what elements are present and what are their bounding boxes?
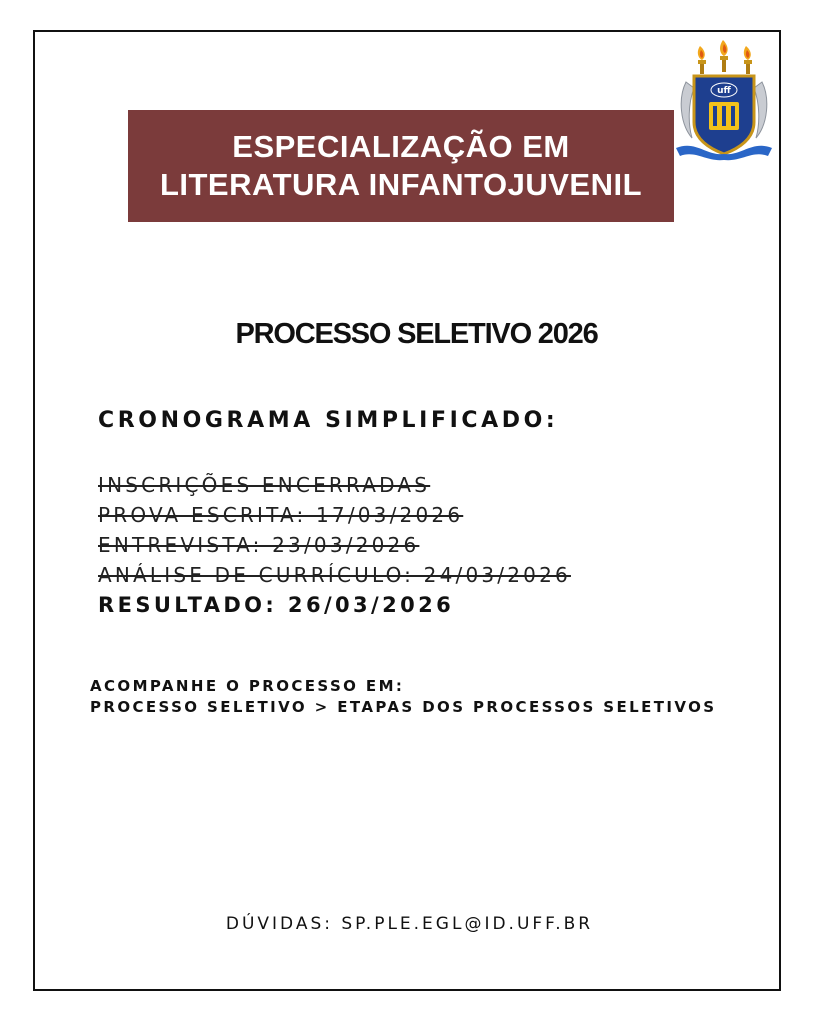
follow-instructions xyxy=(90,676,716,718)
follow-line-1: ACOMPANHE O PROCESSO EM: xyxy=(90,677,405,695)
schedule-list xyxy=(98,470,571,620)
schedule-item-cv-analysis: ANÁLISE DE CURRÍCULO: 24/03/2026 xyxy=(98,563,571,587)
course-title-line-2: LITERATURA INFANTOJUVENIL xyxy=(159,167,643,202)
torch-center xyxy=(720,40,728,72)
logo-text: uff xyxy=(717,86,731,96)
course-title-line-1: ESPECIALIZAÇÃO EM xyxy=(232,129,570,164)
torch-right xyxy=(744,46,752,74)
process-title: PROCESSO SELETIVO 2026 xyxy=(235,318,598,350)
schedule-heading: CRONOGRAMA SIMPLIFICADO: xyxy=(98,408,559,433)
schedule-item-result: RESULTADO: 26/03/2026 xyxy=(98,593,455,617)
course-title-banner xyxy=(128,110,674,222)
uff-crest-icon xyxy=(676,38,772,162)
schedule-item-written-exam: PROVA ESCRITA: 17/03/2026 xyxy=(98,503,464,527)
torch-left xyxy=(698,46,706,74)
schedule-item-interview: ENTREVISTA: 23/03/2026 xyxy=(98,533,420,557)
schedule-item-registrations: INSCRIÇÕES ENCERRADAS xyxy=(98,473,431,497)
follow-line-2: PROCESSO SELETIVO > ETAPAS DOS PROCESSOS SELETIVOS xyxy=(90,698,717,716)
contact-email: DÚVIDAS: SP.PLE.EGL@ID.UFF.BR xyxy=(225,914,594,934)
